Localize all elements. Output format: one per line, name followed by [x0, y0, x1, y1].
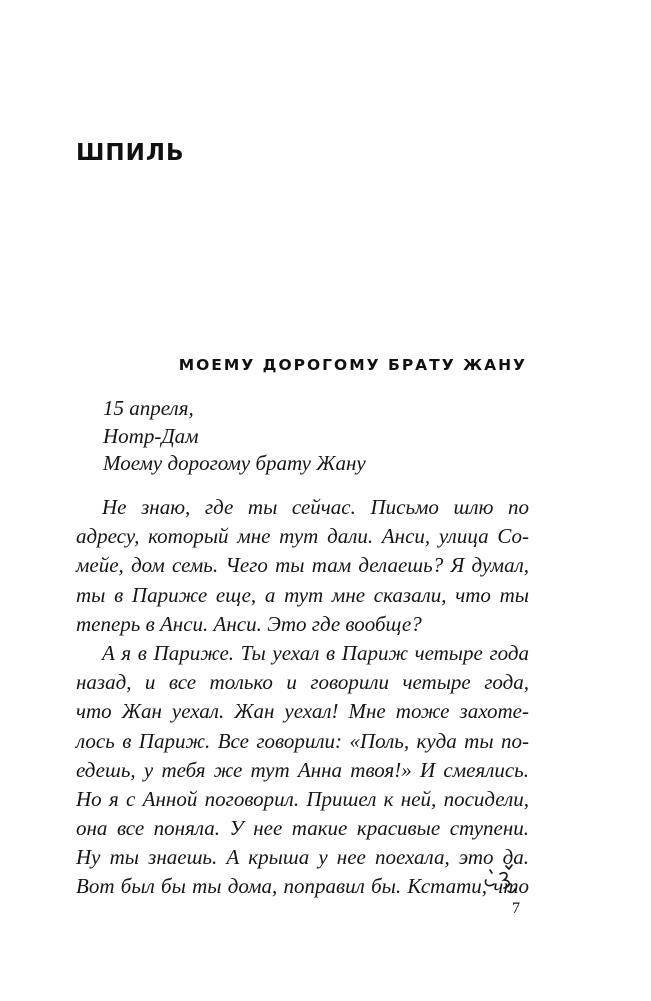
body-line: мейе, дом семь. Чего ты там делаешь? Я думал,	[76, 553, 529, 578]
body-line: теперь в Анси. Анси. Это где вообще?	[76, 611, 422, 636]
body-line: А я в Париже. Ты уехал в Париж четыре года	[102, 640, 529, 665]
body-line: назад, и все только и говорили четыре года,	[76, 670, 529, 695]
body-line: Не знаю, где ты сейчас. Письмо шлю по	[102, 495, 529, 519]
letter-date: 15 апреля,	[103, 396, 194, 420]
body-line: Но я с Анной поговорил. Пришел к ней, посидели,	[76, 786, 529, 811]
section-title: ШПИЛЬ	[76, 140, 185, 166]
body-line: Ну ты знаешь. А крыша у нее поехала, это да.	[76, 845, 529, 870]
chapter-title: МОЕМУ ДОРОГОМУ БРАТУ ЖАНУ	[178, 356, 527, 374]
body-line: что Жан уехал. Жан уехал! Мне тоже захоте-	[76, 699, 529, 724]
letter-salutation: Моему дорогому брату Жану	[103, 451, 366, 475]
body-line: едешь, у тебя же тут Анна твоя!» И смеялись.	[76, 757, 529, 782]
page-number: 7	[512, 900, 520, 917]
body-line: Вот был бы ты дома, поправил бы. Кстати, что	[76, 874, 529, 899]
letter-place: Нотр-Дам	[103, 423, 199, 448]
letter-header	[103, 395, 366, 478]
body-line: она все поняла. У нее такие красивые ступени.	[76, 816, 529, 841]
body-line: адресу, который мне тут дали. Анси, улица Со-	[76, 524, 529, 549]
body-line: лось в Париж. Все говорили: «Поль, куда ты по-	[76, 728, 529, 753]
handwritten-signature-icon	[478, 858, 524, 898]
letter-body	[76, 493, 529, 902]
body-line: ты в Париже еще, а тут мне сказали, что ты	[76, 582, 529, 607]
